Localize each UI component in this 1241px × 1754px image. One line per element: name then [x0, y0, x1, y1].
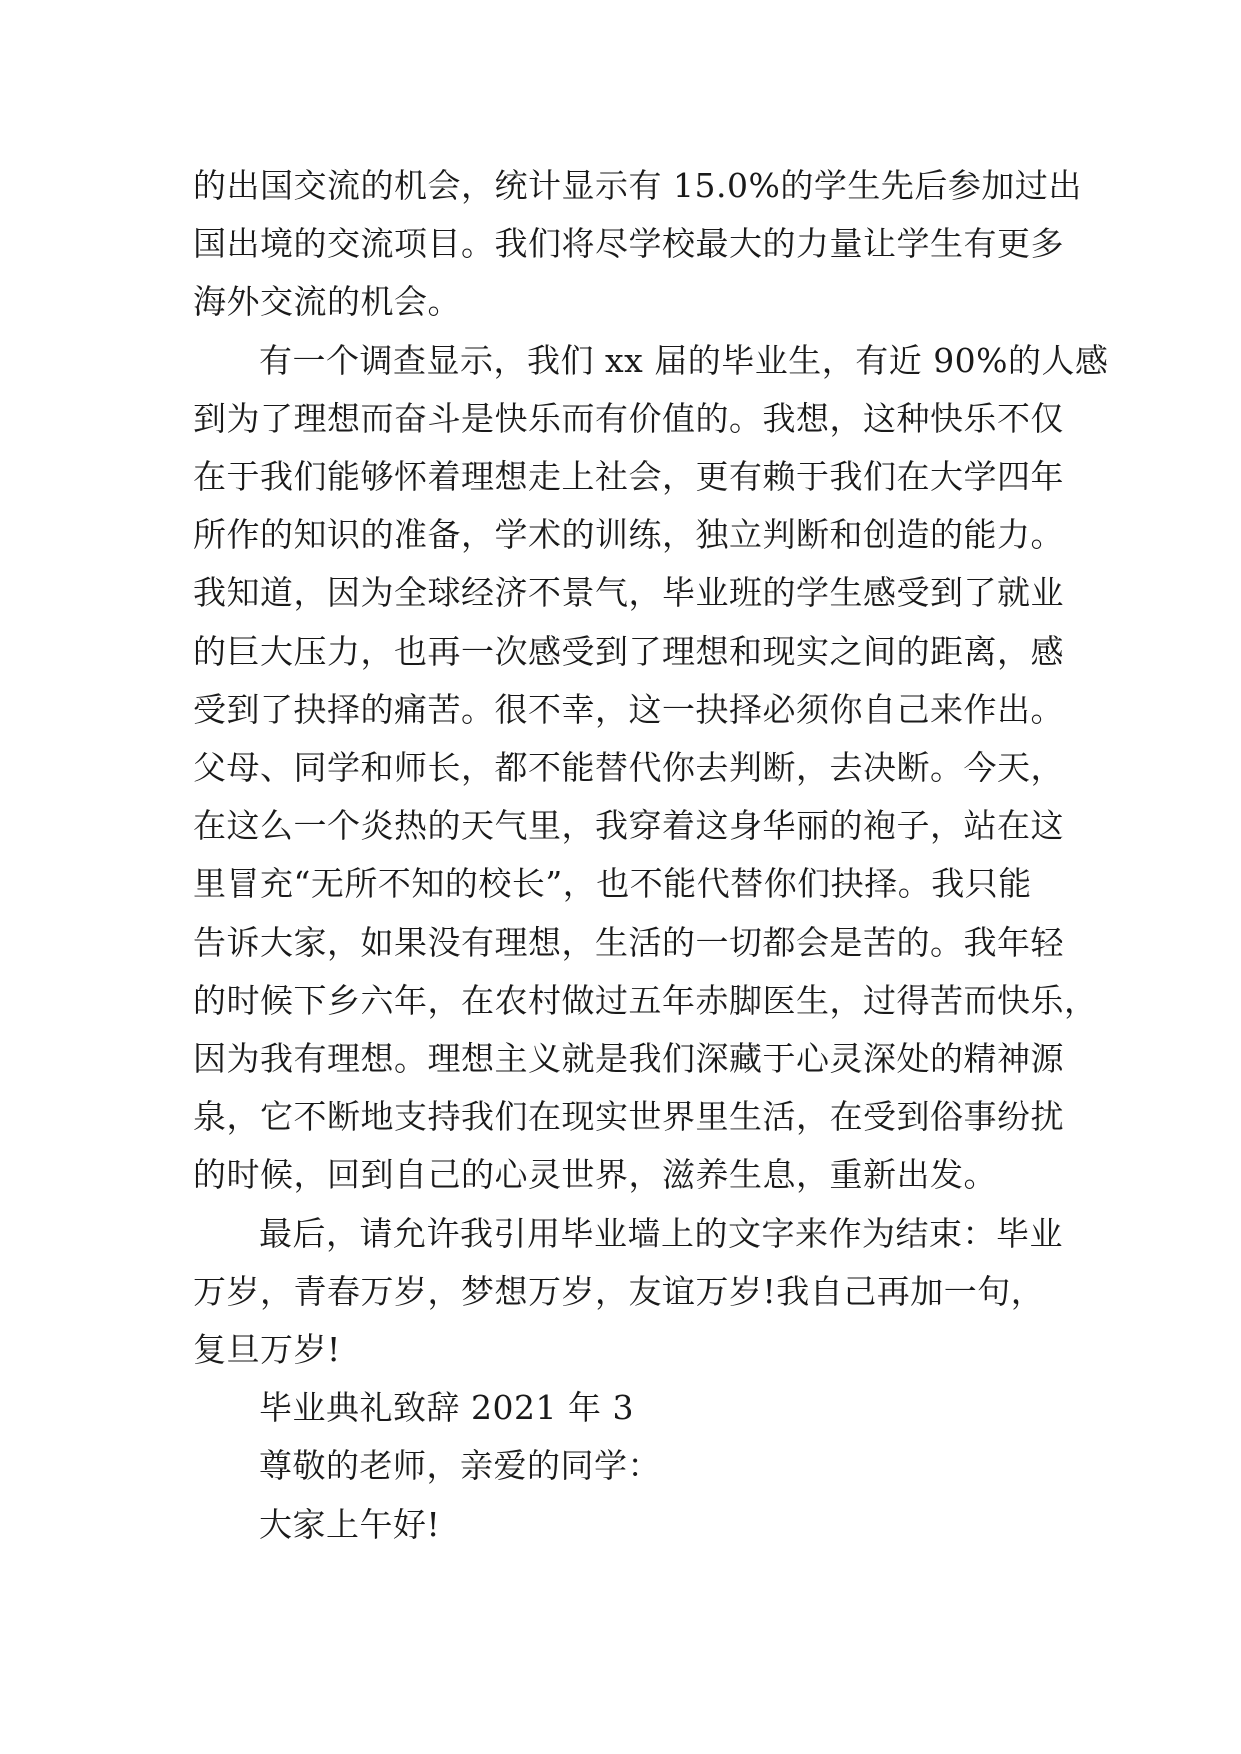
text-line: 到为了理想而奋斗是快乐而有价值的。我想，这种快乐不仅 — [193, 398, 1064, 438]
greeting — [193, 1496, 1073, 1554]
text-line: 的巨大压力，也再一次感受到了理想和现实之间的距离，感 — [193, 631, 1064, 671]
salutation — [193, 1437, 1073, 1495]
paragraph-closing — [193, 1205, 1073, 1380]
text-line: 所作的知识的准备，学术的训练，独立判断和创造的能力。 — [193, 515, 1064, 555]
text-line: 的时候，回到自己的心灵世界，滋养生息，重新出发。 — [193, 1155, 997, 1195]
paragraph-exchange — [193, 157, 1082, 332]
document-body — [193, 157, 1109, 1554]
text-line: 在于我们能够怀着理想走上社会，更有赖于我们在大学四年 — [193, 457, 1064, 497]
text-line: 的时候下乡六年，在农村做过五年赤脚医生，过得苦而快乐， — [193, 980, 1098, 1020]
text-line: 父母、同学和师长，都不能替代你去判断，去决断。今天， — [193, 748, 1064, 788]
text-line: 尊敬的老师，亲爱的同学： — [259, 1446, 661, 1486]
text-line: 万岁，青春万岁，梦想万岁，友谊万岁!我自己再加一句， — [193, 1271, 1045, 1311]
text-line: 因为我有理想。理想主义就是我们深藏于心灵深处的精神源 — [193, 1039, 1064, 1079]
text-line: 复旦万岁! — [193, 1330, 341, 1370]
text-line: 我知道，因为全球经济不景气，毕业班的学生感受到了就业 — [193, 573, 1064, 613]
text-line: 最后，请允许我引用毕业墙上的文字来作为结束：毕业 — [259, 1213, 1063, 1253]
text-line: 海外交流的机会。 — [193, 282, 461, 322]
text-line: 毕业典礼致辞 2021 年 3 — [259, 1388, 634, 1428]
text-line: 受到了抉择的痛苦。很不幸，这一抉择必须你自己来作出。 — [193, 689, 1064, 729]
text-line: 泉，它不断地支持我们在现实世界里生活，在受到俗事纷扰 — [193, 1097, 1064, 1137]
paragraph-ideals — [193, 332, 1109, 1205]
text-line: 里冒充“无所不知的校长”，也不能代替你们抉择。我只能 — [193, 864, 1032, 904]
section-heading — [193, 1379, 1073, 1437]
text-line: 国出境的交流项目。我们将尽学校最大的力量让学生有更多 — [193, 224, 1064, 264]
text-line: 有一个调查显示，我们 xx 届的毕业生，有近 90%的人感 — [259, 340, 1109, 380]
text-line: 告诉大家，如果没有理想，生活的一切都会是苦的。我年轻 — [193, 922, 1064, 962]
text-line: 大家上午好! — [259, 1504, 441, 1544]
text-line: 在这么一个炎热的天气里，我穿着这身华丽的袍子，站在这 — [193, 806, 1064, 846]
text-line: 的出国交流的机会，统计显示有 15.0%的学生先后参加过出 — [193, 166, 1082, 205]
